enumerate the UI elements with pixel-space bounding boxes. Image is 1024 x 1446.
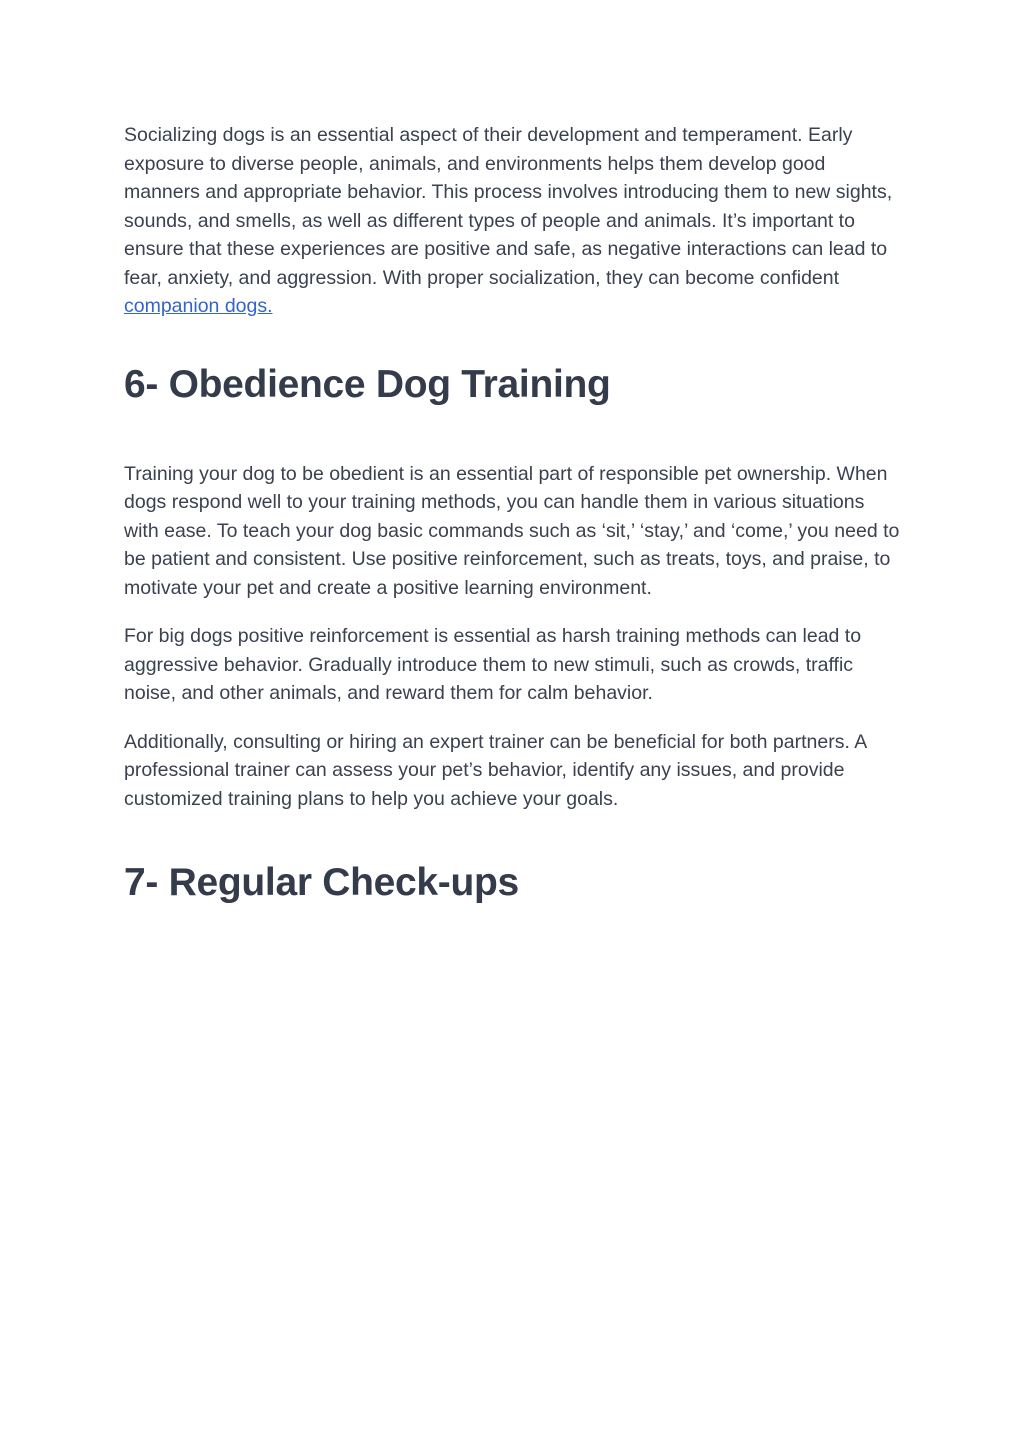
- training-paragraph-1: Training your dog to be obedient is an essential part of responsible pet ownership. When dogs respond well to your training methods, you can handle them in various situations with ease. To teach your dog basic commands such as ‘sit,’ ‘stay,’ and ‘come,’ you need to be patient and consistent. Use positive reinforcement, such as treats, toys, and praise, to motivate your pet and create a positive learning environment.: [124, 462, 900, 599]
- intro-paragraph: [124, 121, 904, 321]
- intro-text: Socializing dogs is an essential aspect of their development and temperament. Early exposure to diverse people, animals, and environments helps them develop good manners and appropriate behavior. This process involves introducing them to new sights, sounds, and smells, as well as different types of people and animals. It’s important to ensure that these experiences are positive and safe, as negative interactions can lead to fear, anxiety, and aggression. With proper socialization, they can become confident: [124, 124, 893, 289]
- companion-dogs-link[interactable]: companion dogs.: [124, 295, 273, 317]
- document-page: [124, 121, 904, 907]
- section-heading-regular-checkups: 7- Regular Check-ups: [124, 861, 519, 904]
- training-paragraph-2: For big dogs positive reinforcement is essential as harsh training methods can lead to aggressive behavior. Gradually introduce them to new stimuli, such as crowds, traffic noise, and other animals, and reward them for calm behavior.: [124, 625, 862, 704]
- training-paragraph-3: Additionally, consulting or hiring an expert trainer can be beneficial for both partners. A professional trainer can assess your pet’s behavior, identify any issues, and provide customized training plans to help you achieve your goals.: [124, 730, 867, 810]
- section-heading-obedience-training: 6- Obedience Dog Training: [124, 362, 611, 406]
